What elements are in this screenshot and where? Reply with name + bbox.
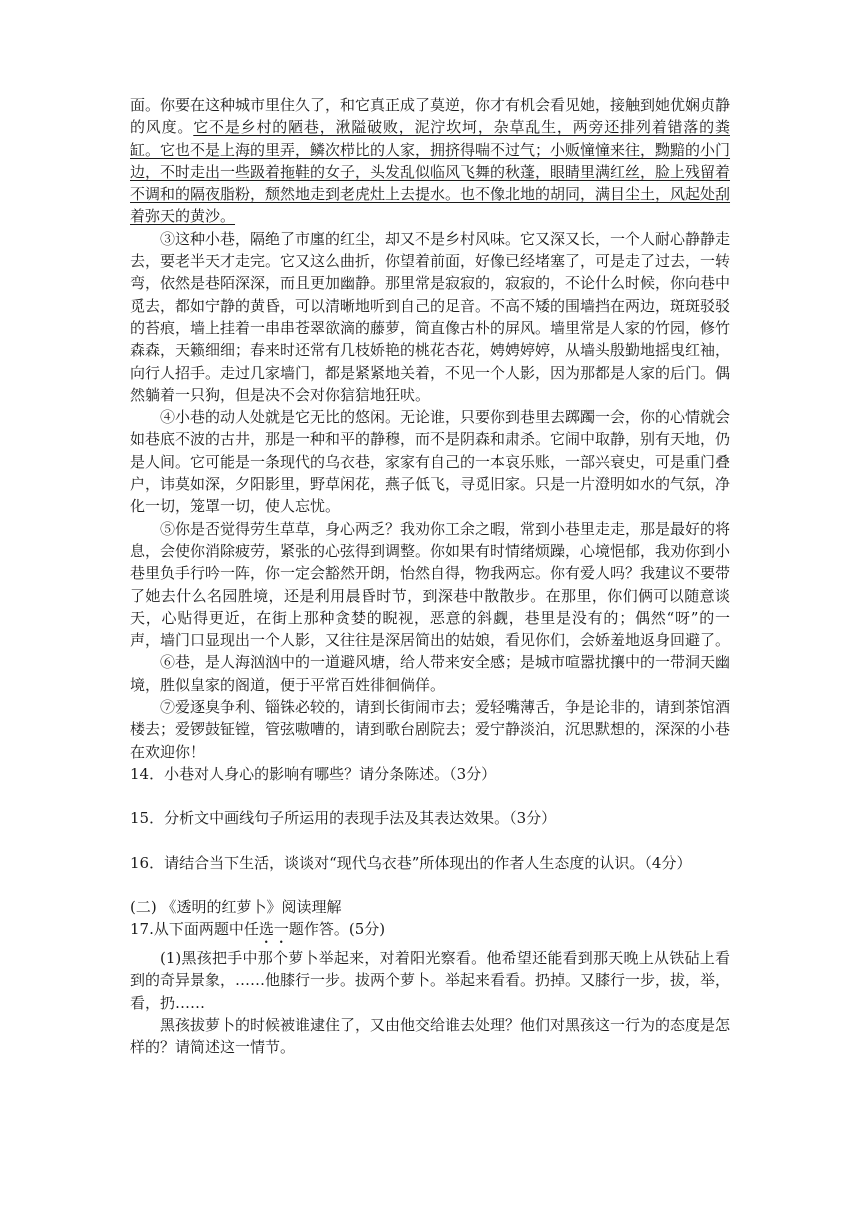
- answer-space-16: [130, 874, 730, 896]
- question-14: 14．小巷对人身心的影响有哪些？请分条陈述。（3分）: [130, 764, 497, 783]
- passage-paragraph-4: ④小巷的动人处就是它无比的悠闲。无论谁，只要你到巷里去踯躅一会，你的心情就会如巷底不波的古井，那是一种和平的静穆，而不是阴森和肃杀。它闹中取静，别有天地，仍是人间。它可能是一条现代的乌衣巷，家家有自己的一本哀乐账，一部兴衰史，可是重门叠户，讳莫如深，夕阳影里，野草闲花，燕子低飞，寻觅旧家。只是一片澄明如水的气氛，净化一切，笼罩一切，使人忘忧。: [130, 408, 731, 516]
- section-2-heading: (二) 《透明的红萝卜》阅读理解: [130, 897, 342, 916]
- q17-emphasis: 选一: [258, 920, 289, 939]
- question-15: 15．分析文中画线句子所运用的表现手法及其表达效果。（3分）: [130, 809, 557, 828]
- q17-suffix: 题作答。(5分): [288, 920, 386, 939]
- passage-paragraph-7: ⑦爱逐臭争利、锱铢必较的，请到长街闹市去；爱轻嘴薄舌，争是论非的，请到茶馆酒楼去；爱锣鼓钲镗，管弦嗷嘈的，请到歌台剧院去；爱宁静淡泊，沉思默想的，深深的小巷在欢迎你！: [130, 698, 731, 761]
- q17-prefix: 17.从下面两题中任: [130, 920, 259, 939]
- passage-paragraph-5: ⑤你是否觉得劳生草草，身心两乏？我劝你工余之暇，常到小巷里走走，那是最好的将息，会使你消除疲劳，紧张的心弦得到调整。你如果有时情绪烦躁，心境悒郁，我劝你到小巷里负手行吟一阵，你一定会豁然开朗，怡然自得，物我两忘。你有爱人吗？我建议不要带了她去什么名园胜境，还是利用晨昏时节，到深巷中散散步。在那里，你们俩可以随意谈天，心贴得更近，在街上那种贪婪的睨视，恶意的斜觑，巷里是没有的；偶然“呀”的一声，墙门口显现出一个人影，又往往是深居简出的姑娘，看见你们，会娇羞地返身回避了。: [130, 519, 731, 650]
- question-17: [130, 918, 730, 947]
- answer-space-14: [130, 785, 730, 807]
- q17-option-1-excerpt: (1)黑孩把手中那个萝卜举起来，对着阳光察看。他希望还能看到那天晚上从铁砧上看到的奇异景象，……他膝行一步。拔两个萝卜。举起来看看。扔掉。又膝行一步，拔，举，看，扔……: [130, 949, 731, 1012]
- paragraph-2-text: 面。你要在这种城市里住久了，和它真正成了莫逆，你才有机会看见她，接触到她优娴贞静的风度。: [130, 96, 731, 137]
- answer-space-15: [130, 830, 730, 852]
- underlined-sentences: 它不是乡村的陋巷，湫隘破败，泥泞坎坷，杂草乱生，两旁还排列着错落的粪缸。它也不是上海的里弄，鳞次栉比的人家，拥挤得喘不过气；小贩憧憧来往，黝黯的小门边，不时走出一些趿着拖鞋的女子，头发乱似临风飞舞的秋蓬，眼睛里满红丝，脸上残留着不调和的隔夜脂粉，颓然地走到老虎灶上去提水。也不像北地的胡同，满目尘土，风起处刮着弥天的黄沙。: [130, 118, 731, 226]
- reading-content: [130, 94, 730, 1059]
- passage-paragraph-6: ⑥巷，是人海汹汹中的一道避风塘，给人带来安全感；是城市喧嚣扰攘中的一带洞天幽境，胜似皇家的阁道，便于平常百姓徘徊倘佯。: [130, 653, 731, 694]
- passage-paragraph-3: ③这种小巷，隔绝了市廛的红尘，却又不是乡村风味。它又深又长，一个人耐心静静走去，要老半天才走完。它又这么曲折，你望着前面，好像已经堵塞了，可是走了过去，一转弯，依然是巷陌深深，而且更加幽静。那里常是寂寂的，寂寂的，不论什么时候，你向巷中觅去，都如宁静的黄昏，可以清晰地听到自己的足音。不高不矮的围墙挡在两边，斑斑驳驳的苔痕，墙上挂着一串串苍翠欲滴的藤萝，简直像古朴的屏风。墙里常是人家的竹园，修竹森森，天籁细细；春来时还常有几枝娇艳的桃花杏花，娉娉婷婷，从墙头殷勤地摇曳红袖，向行人招手。走过几家墙门，都是紧紧地关着，不见一个人影，因为那都是人家的后门。偶然躺着一只狗，但是决不会对你狺狺地狂吠。: [130, 229, 731, 404]
- question-16: 16．请结合当下生活，谈谈对“现代乌衣巷”所体现出的作者人生态度的认识。（4分）: [130, 853, 692, 872]
- passage-paragraph-2: [130, 94, 730, 228]
- q17-option-1-question: 黑孩拔萝卜的时候被谁逮住了，又由他交给谁去处理？他们对黑孩这一行为的态度是怎样的？请简述这一情节。: [130, 1015, 731, 1057]
